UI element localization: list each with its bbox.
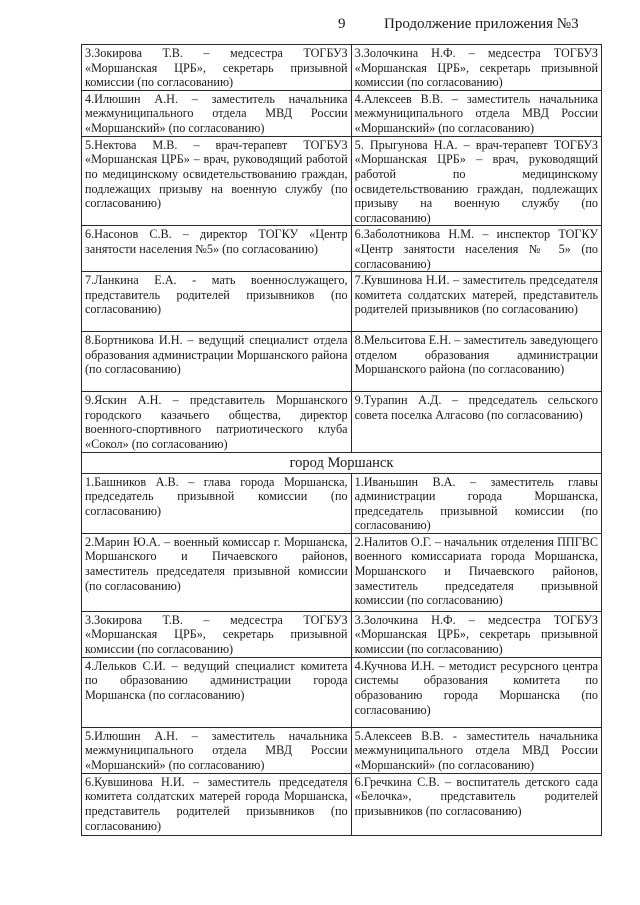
table-cell-reserve: 7.Кувшинова Н.И. – заместитель председателя комитета солдатских матерей, представитель родителей призывников (по согласованию): [351, 272, 601, 332]
table-cell-main: 5.Нектова М.В. – врач-терапевт ТОГБУЗ «Моршанская ЦРБ» – врач, руководящий работой по медицинскому освидетельствованию граждан, подлежащих призыву на военную службу (по согласованию): [82, 136, 352, 226]
table-row: [82, 90, 602, 136]
section-title: город Моршанск: [82, 452, 602, 473]
table-row: [82, 332, 602, 392]
table-row: [82, 136, 602, 226]
table-cell-main: 9.Яскин А.Н. – представитель Моршанского городского казачьего общества, директор военного-спортивного патриотического клуба «Сокол» (по согласованию): [82, 392, 352, 452]
table-cell-reserve: 9.Турапин А.Д. – председатель сельского совета поселка Алгасово (по согласованию): [351, 392, 601, 452]
table-cell-reserve: 6.Заболотникова Н.М. – инспектор ТОГКУ «Центр занятости населения № 5» (по согласованию): [351, 226, 601, 272]
table-cell-main: 8.Бортникова И.Н. – ведущий специалист отдела образования администрации Моршанского района (по согласованию): [82, 332, 352, 392]
table-cell-reserve: 4.Алексеев В.В. – заместитель начальника межмуниципального отдела МВД России «Моршанский» (по согласованию): [351, 90, 601, 136]
table-cell-main: 1.Башников А.В. – глава города Моршанска, председатель призывной комиссии (по согласованию): [82, 473, 352, 533]
page-number: 9: [338, 16, 346, 32]
table-cell-reserve: 1.Иваньшин В.А. – заместитель главы администрации города Моршанска, председатель призывной комиссии (по согласованию): [351, 473, 601, 533]
table-row: [82, 272, 602, 332]
table-row: [82, 657, 602, 727]
table-cell-main: 3.Зокирова Т.В. – медсестра ТОГБУЗ «Моршанская ЦРБ», секретарь призывной комиссии (по согласованию): [82, 45, 352, 91]
table-cell-main: 6.Насонов С.В. – директор ТОГКУ «Центр занятости населения №5» (по согласованию): [82, 226, 352, 272]
table-cell-reserve: 3.Золочкина Н.Ф. – медсестра ТОГБУЗ «Моршанская ЦРБ», секретарь призывной комиссии (по согласованию): [351, 45, 601, 91]
page-header-title: Продолжение приложения №3: [384, 16, 579, 32]
table-cell-main: 3.Зокирова Т.В. – медсестра ТОГБУЗ «Моршанская ЦРБ», секретарь призывной комиссии (по согласованию): [82, 611, 352, 657]
table-cell-reserve: 6.Гречкина С.В. – воспитатель детского сада «Белочка», представитель родителей призывников (по согласованию): [351, 773, 601, 835]
table-cell-reserve: 2.Налитов О.Г. – начальник отделения ППГВС военного комиссариата города Моршанска, Моршанского и Пичаевского районов, заместитель председателя призывной комиссии (по согласованию): [351, 533, 601, 611]
table-cell-main: 5.Илюшин А.Н. – заместитель начальника межмуниципального отдела МВД России «Моршанский» (по согласованию): [82, 727, 352, 773]
section-row: [82, 452, 602, 473]
table-row: [82, 533, 602, 611]
table-cell-main: 4.Лельков С.И. – ведущий специалист комитета по образованию администрации города Моршанска (по согласованию): [82, 657, 352, 727]
table-cell-reserve: 5.Алексеев В.В. - заместитель начальника межмуниципального отдела МВД России «Моршанский» (по согласованию): [351, 727, 601, 773]
table-cell-main: 4.Илюшин А.Н. – заместитель начальника межмуниципального отдела МВД России «Моршанский» (по согласованию): [82, 90, 352, 136]
table-cell-reserve: 4.Кучнова И.Н. – методист ресурсного центра системы образования комитета по образованию города Моршанска (по согласованию): [351, 657, 601, 727]
table-cell-reserve: 5. Прыгунова Н.А. – врач-терапевт ТОГБУЗ «Моршанская ЦРБ» – врач, руководящий работой по медицинскому освидетельствованию граждан, подлежащих призыву на военную службу (по согласованию): [351, 136, 601, 226]
table-row: [82, 226, 602, 272]
table-cell-reserve: 8.Мельситова Е.Н. – заместитель заведующего отделом образования администрации Моршанского района (по согласованию): [351, 332, 601, 392]
table-row: [82, 45, 602, 91]
table-row: [82, 473, 602, 533]
table-row: [82, 611, 602, 657]
table-row: [82, 392, 602, 452]
table-cell-main: 2.Марин Ю.А. – военный комиссар г. Моршанска, Моршанского и Пичаевского районов, заместитель председателя призывной комиссии (по согласованию): [82, 533, 352, 611]
table-row: [82, 727, 602, 773]
table-row: [82, 773, 602, 835]
table-cell-main: 6.Кувшинова Н.И. – заместитель председателя комитета солдатских матерей города Моршанска, представитель родителей призывников (по согласованию): [82, 773, 352, 835]
table-cell-main: 7.Ланкина Е.А. - мать военнослужащего, представитель родителей призывников (по согласованию): [82, 272, 352, 332]
commission-table: [81, 44, 602, 836]
table-cell-reserve: 3.Золочкина Н.Ф. – медсестра ТОГБУЗ «Моршанская ЦРБ», секретарь призывной комиссии (по согласованию): [351, 611, 601, 657]
